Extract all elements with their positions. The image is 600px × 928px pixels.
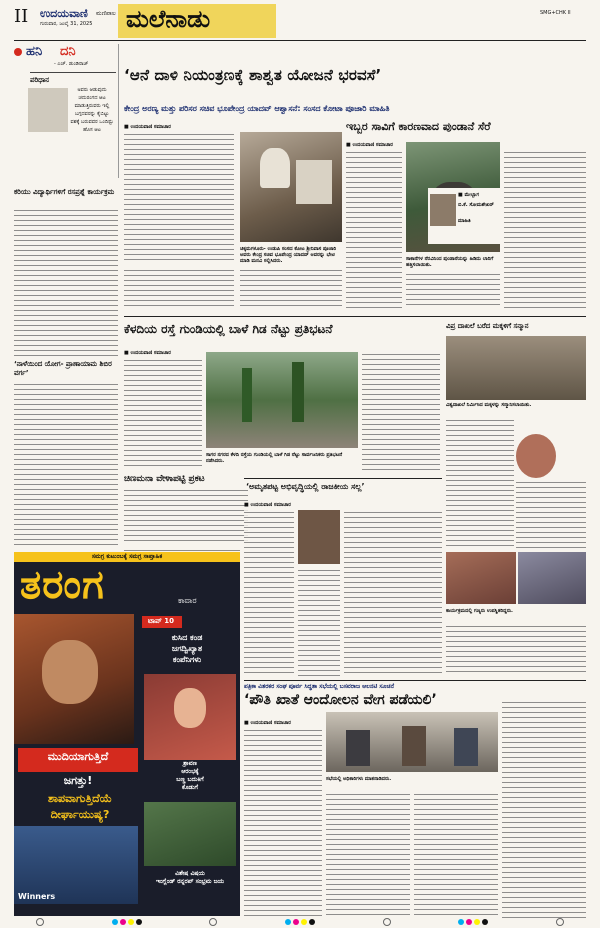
meeting-photo (326, 712, 498, 772)
lead-body-col1b (124, 268, 234, 308)
column-title-hani: ಹನಿ (26, 44, 43, 59)
banana-photo-caption: ಸಾಗರ ನಗರದ ಕೆಳದಿ ರಸ್ತೆಯ ಗುಂಡಿಯಲ್ಲಿ ಬಾಳೆ ಗಿಡ ನೆಟ್ಟು ಸಾರ್ವಜನಿಕರು ಪ್ರತಿಭಟನೆ ನಡೆಸಿದರು. (206, 452, 343, 464)
winners-label: Winners (18, 892, 56, 901)
black-dot (309, 919, 315, 925)
lead-photo (240, 132, 342, 242)
section-rule-3 (244, 680, 586, 681)
black-dot (136, 919, 142, 925)
beauty-line: ಆರಂಭಕ್ಕೆ (181, 768, 199, 775)
edition: ಮಣಿಪಾಲ (96, 10, 116, 17)
ad-brand: ತರಂಗ (20, 562, 105, 608)
print-code: SMG+CHK II (540, 10, 571, 16)
event-body (446, 624, 586, 676)
left-story-2-headline: ‘ನಾಳೆಯಿಂದ ಯೋಗ- ಪ್ರಾಣಾಯಾಮ ಶಿಬಿರ ವರ್ಗ’ (14, 360, 112, 377)
poem-text: ಅವರು ಆಡುವುದು ಚದುರಂಗದ ಆಟ ಮಾಡುತ್ತಿರುವರು ಇಲ್ಲಿ ಬಗ್ಗದವರನ್ನು ಕೈಬಿಟ್ಟು ವಶಕ್ಕೆ ಬರುವವರ ಒಂದಿಷ್ಟು ಹೊಸ ಆಟ (70, 87, 114, 133)
amrut-body-col3 (344, 510, 442, 676)
lead-byline: ■ ಉದಯವಾಣಿ ಸಮಾಚಾರ (124, 124, 171, 130)
elderly-photo (14, 614, 134, 744)
left-story-2-body (14, 382, 118, 548)
top10-feature (138, 632, 236, 665)
cyan-dot (458, 919, 464, 925)
inset-box (428, 188, 500, 244)
beauty-line: ಕೊಡುಗೆ (182, 784, 198, 791)
cyan-dot (112, 919, 118, 925)
amrut-headline: ‘ಅಮೃತಪಟ್ಟ ಅಭಿವೃದ್ಧಿಯಲ್ಲಿ ರಾಜಕೀಯ ಸಲ್ಲ’ (246, 482, 365, 491)
movement-byline: ■ ಉದಯವಾಣಿ ಸಮಾಚಾರ (244, 720, 291, 726)
face-figure (42, 640, 98, 704)
amrut-body-col1 (244, 510, 294, 676)
face-figure (174, 688, 206, 728)
masthead-rule (14, 40, 586, 41)
ad-headline-1: ಮುದಿಯಾಗುತ್ತಿದೆ (47, 750, 109, 763)
left-story-1-headline: ಕರಿಯು ವಿದ್ಯಾರ್ಥಿಗಳಿಗೆ ರಸಪ್ರಶ್ನೆ ಕಾರ್ಯಕ್ರಮ (14, 188, 115, 196)
movement-kicker: ಪತ್ರಿಕಾ ವಿತರಕರ ಸಂಘ ಪೂರ್ವ ಸಿದ್ಧತಾ ಸಭೆಯಲ್ಲಿ ಬಸವರಾಜ ಆಲನಟಿ ಸೂಚನೆ (244, 683, 395, 690)
banana-body-col1 (124, 358, 202, 470)
meeting-photo-caption: ಸಭೆಯಲ್ಲಿ ಅಧಿಕಾರಿಗಳು ಮಾತನಾಡಿದರು. (326, 776, 392, 782)
black-dot (482, 919, 488, 925)
lead-headline: ‘ಆನೆ ದಾಳಿ ನಿಯಂತ್ರಣಕ್ಕೆ ಶಾಶ್ವತ ಯೋಜನೆ ಭರವಸೆ’ (124, 66, 382, 84)
color-bar (112, 919, 142, 925)
banana-byline: ■ ಉದಯವಾಣಿ ಸಮಾಚಾರ (124, 350, 171, 356)
second-byline: ■ ಉದಯವಾಣಿ ಸಮಾಚಾರ (346, 142, 393, 148)
bottom-line: ವಿಶೇಷ ವಿಷಯ (175, 870, 205, 877)
lead-body-col1 (124, 132, 234, 264)
movement-body-col4 (502, 700, 586, 918)
right-top-body-col1 (446, 418, 514, 548)
event-photo-2 (518, 552, 586, 604)
banana-photo (206, 352, 358, 448)
ad-headline-3: ಶಾಪವಾಗುತ್ತಿದೆಯೆ (48, 792, 112, 805)
bottom-feature (144, 870, 236, 886)
nature-photo (144, 802, 236, 866)
drop-icon (14, 48, 22, 56)
event-photo-1 (446, 552, 516, 604)
movement-headline: ‘ಪೌತಿ ಖಾತೆ ಆಂದೋಲನ ವೇಗ ಪಡೆಯಲಿ’ (244, 692, 437, 708)
registration-mark (556, 918, 564, 926)
inset-label: ■ ಮೇಲ್ಬಾಗ (458, 192, 480, 198)
print-marks (36, 918, 564, 926)
registration-mark (36, 918, 44, 926)
section-rule-1 (124, 316, 586, 317)
bus-headline: ಚಿಣಮನಾ ವೇಳಾಪಟ್ಟಿ ಪ್ರಕಟ (124, 474, 205, 484)
second-body-col3 (504, 150, 586, 308)
section-rule-2 (244, 478, 442, 479)
magenta-dot (293, 919, 299, 925)
amrut-byline: ■ ಉದಯವಾಣಿ ಸಮಾಚಾರ (244, 502, 291, 508)
right-top-headline: ವಿಪ್ರ ದಾಖಲೆ ಬರೆದ ಮಕ್ಕಳಿಗೆ ಸನ್ಮಾನ (446, 322, 529, 330)
banana-body-col2 (362, 352, 440, 470)
magenta-dot (466, 919, 472, 925)
beauty-line: ಬಣ್ಣ ಬದುಕಿಗೆ (176, 776, 204, 783)
feature-line: ಕುಸಿದ ಕಂಡ (171, 633, 203, 642)
movement-body-col1 (244, 728, 322, 918)
amrut-body-col2 (298, 568, 340, 676)
right-top-body-col2 (516, 480, 586, 548)
bus-body (124, 488, 248, 544)
inset-sub: ಮಾಹಿತಿ (458, 218, 471, 224)
yellow-dot (301, 919, 307, 925)
person-figure (260, 148, 290, 188)
yellow-dot (128, 919, 134, 925)
person-figure (454, 728, 478, 766)
yellow-dot (474, 919, 480, 925)
second-body-col1 (346, 150, 402, 308)
ad-headline-2: ಜಗತ್ತು! (63, 774, 93, 787)
movement-body-col2 (326, 792, 410, 918)
page-number: II (14, 6, 29, 27)
banana-plant (242, 368, 252, 422)
poem-title: ಪರಿಧಾನ (30, 76, 50, 84)
feature-line: ಕಂಪೆನಿಗಳು (172, 655, 202, 664)
amrut-portrait (298, 510, 340, 564)
inset-portrait (430, 194, 456, 226)
felicitation-photo (446, 336, 586, 400)
section-title: ಮಲೆನಾಡು (126, 5, 211, 33)
column-author: - ಎಚ್. ಡುಂಡಿರಾಜ್ (54, 61, 89, 67)
date: ಗುರುವಾರ, ಜುಲೈ 31, 2025 (40, 21, 93, 27)
ad-headline-4: ದೀರ್ಘಾಯುಷ್ಯ? (50, 808, 110, 821)
right-top-caption: ವಿಶ್ವದಾಖಲೆ ನಿರ್ಮಿಸಿದ ಮಕ್ಕಳನ್ನು ಸನ್ಮಾನಿಸಲಾಯಿತು. (446, 402, 532, 408)
poem-illustration (28, 88, 68, 132)
column-title-dani: ದನಿ (60, 44, 76, 59)
banana-plant (292, 362, 304, 422)
color-bar (458, 919, 488, 925)
banana-headline: ಕೆಳದಿಯ ರಸ್ತೆ ಗುಂಡಿಯಲ್ಲಿ ಬಾಳೆ ಗಿಡ ನೆಟ್ಟು ಪ್ರತಿಭಟನೆ (124, 322, 333, 336)
beauty-text (144, 760, 236, 792)
event-photo-caption: ಕಾರ್ಯಕ್ರಮದಲ್ಲಿ ಗಣ್ಯರು ಉಪಸ್ಥಿತರಿದ್ದರು. (446, 608, 513, 614)
color-bar (285, 919, 315, 925)
movement-body-col3 (414, 792, 498, 918)
beauty-photo (144, 674, 236, 760)
left-story-1-body (14, 208, 118, 358)
lead-subheadline: ಕೇಂದ್ರ ಅರಣ್ಯ ಮತ್ತು ಪರಿಸರ ಸಚಿವ ಭೂಪೇಂದ್ರ ಯಾದವ್ ಆಶ್ವಾಸನೆ: ಸಂಸದ ಕೋಟಾ ಪೂಜಾರಿ ಮಾಹಿತಿ (124, 104, 390, 113)
inset-name: ಬಿ.ಕೆ. ಸೋಮಶೇಖರ್ (458, 202, 494, 208)
bottom-line: ಇಂಗ್ಲೆಂಡ್ ರನ್ನರಪ್ ಸಂಭ್ರಮ ಜಯ (155, 878, 225, 885)
ad-sub: ಕಾವಾರ (178, 596, 197, 605)
lead-photo-caption: ಚಿಕ್ಕಮಗಳೂರು- ಉಡುಪಿ ಸಂಸದ ಕೋಟ ಶ್ರೀನಿವಾಸ ಪೂಜಾರಿ ಅವರು ಕೇಂದ್ರ ಸಚಿವ ಭೂಪೇಂದ್ರ ಯಾದವ್ ಅವರನ್ನು ಭೇಟಿ ಮಾಡಿ ಮನವಿ ಸಲ್ಲಿಸಿದರು. (240, 246, 337, 264)
beauty-line: ಶ್ರಾವಣ (183, 760, 197, 767)
hani-dani-box (14, 44, 119, 178)
child-portrait (516, 434, 556, 478)
second-photo-caption: ಸಾಕಾನೆಗಳ ನೆರವಿನಿಂದ ಪುಂಡಾನೆಯನ್ನು ಹಿಡಿದು ಲಾರಿಗೆ ಹತ್ತಿಸಲಾಯಿತು. (406, 256, 494, 268)
taranga-ad[interactable] (14, 552, 240, 916)
registration-mark (383, 918, 391, 926)
paper-name: ಉದಯವಾಣಿ (40, 7, 88, 20)
document-figure (296, 160, 332, 204)
magenta-dot (120, 919, 126, 925)
feature-line: ಜಗದ್ವಿಖ್ಯಾತ (171, 644, 203, 653)
registration-mark (209, 918, 217, 926)
lead-body-col2 (240, 268, 342, 308)
second-headline: ಇಬ್ಬರ ಸಾವಿಗೆ ಕಾರಣವಾದ ಪುಂಡಾನೆ ಸೆರೆ (346, 120, 491, 133)
ad-tagline: ಸಮಗ್ರ ಕುಟುಂಬಕ್ಕೆ ಸಮಗ್ರ ಸಾಪ್ತಾಹಿಕ (91, 553, 163, 560)
top10-label: ಟಾಪ್ 10 (148, 617, 174, 625)
second-body-col2 (406, 272, 500, 308)
cyan-dot (285, 919, 291, 925)
person-figure (346, 730, 370, 766)
person-figure (402, 726, 426, 766)
